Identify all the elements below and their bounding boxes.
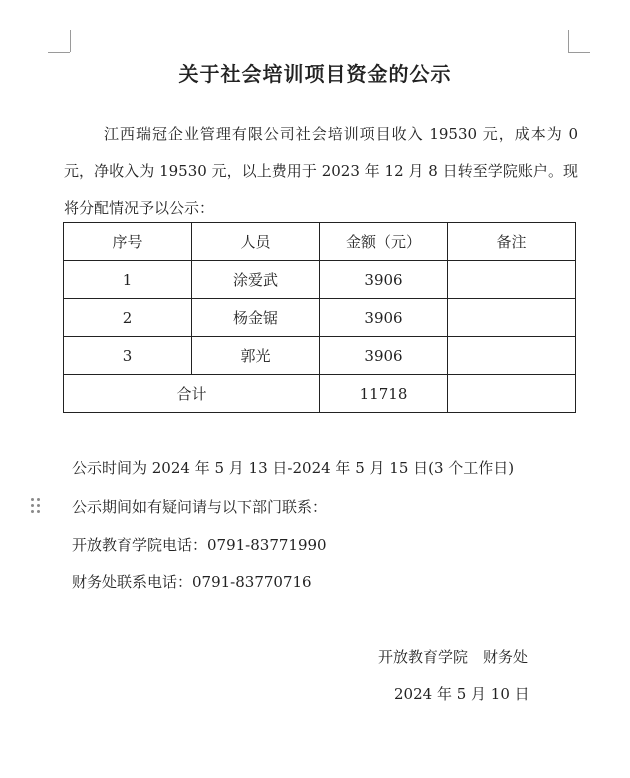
table-total-row xyxy=(64,375,576,413)
allocation-table xyxy=(63,222,576,413)
header-cell: 人员 xyxy=(192,223,320,261)
table-row xyxy=(64,299,576,337)
drag-handle-icon[interactable] xyxy=(30,497,42,515)
crop-mark xyxy=(70,30,71,52)
crop-mark xyxy=(568,52,590,53)
table-cell: 3 xyxy=(64,337,192,375)
table-cell: 2 xyxy=(64,299,192,337)
table-header-row xyxy=(64,223,576,261)
crop-mark xyxy=(48,52,70,53)
table-cell: 涂爱武 xyxy=(192,261,320,299)
table-cell: 1 xyxy=(64,261,192,299)
table-cell: 3906 xyxy=(320,337,448,375)
contact-phone-education: 开放教育学院电话：0791-83771990 xyxy=(72,536,327,554)
header-cell: 金额（元） xyxy=(320,223,448,261)
table-row xyxy=(64,261,576,299)
table-row xyxy=(64,337,576,375)
table-cell xyxy=(448,337,576,375)
table-cell: 郭光 xyxy=(192,337,320,375)
crop-mark xyxy=(568,30,569,52)
header-cell: 序号 xyxy=(64,223,192,261)
contact-intro: 公示期间如有疑问请与以下部门联系： xyxy=(72,498,328,516)
notice-period: 公示时间为 2024 年 5 月 13 日-2024 年 5 月 15 日(3 个工作日) xyxy=(72,459,515,477)
header-cell: 备注 xyxy=(448,223,576,261)
table-cell: 3906 xyxy=(320,299,448,337)
table-cell: 杨金锯 xyxy=(192,299,320,337)
contact-phone-finance: 财务处联系电话：0791-83770716 xyxy=(72,573,312,591)
table-cell xyxy=(448,299,576,337)
signature-date: 2024 年 5 月 10 日 xyxy=(394,685,530,703)
total-value-cell: 11718 xyxy=(320,375,448,413)
table-cell xyxy=(448,261,576,299)
table-cell: 3906 xyxy=(320,261,448,299)
intro-paragraph: 江西瑞冠企业管理有限公司社会培训项目收入 19530 元，成本为 0 元，净收入为 19530 元，以上费用于 2023 年 12 月 8 日转至学院账户。现将分配情况予以公示： xyxy=(64,125,578,217)
total-label-cell: 合计 xyxy=(64,375,320,413)
signature: 开放教育学院 财务处 xyxy=(378,648,529,666)
document-title: 关于社会培训项目资金的公示 xyxy=(178,62,452,86)
total-note-cell xyxy=(448,375,576,413)
